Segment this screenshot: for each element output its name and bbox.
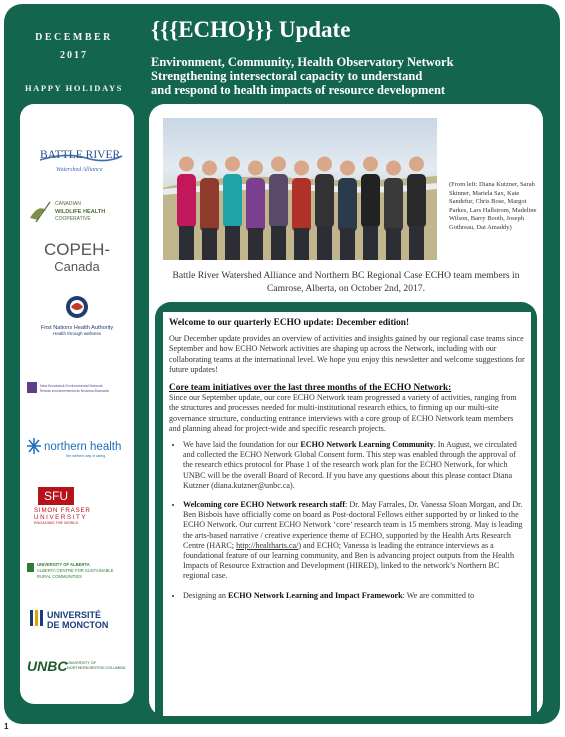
photo-caption bbox=[159, 269, 533, 295]
person-legs bbox=[202, 228, 217, 260]
northern-health-tagline: the northern way of caring bbox=[66, 454, 106, 458]
person-legs bbox=[248, 228, 263, 260]
person-figure bbox=[223, 174, 242, 228]
acsrc-line-2: RURAL COMMUNITIES bbox=[37, 574, 82, 579]
article-frame bbox=[155, 302, 537, 716]
copeh-name: COPEH- bbox=[43, 240, 111, 259]
battle-river-emblem-icon bbox=[26, 144, 128, 180]
moncton-line-1: UNIVERSITÉ bbox=[47, 610, 102, 620]
unbc-line-2: NORTHERN BRITISH COLUMBIA bbox=[67, 666, 126, 670]
sfu-name: SIMON FRASER bbox=[34, 507, 91, 514]
person-head bbox=[202, 161, 217, 176]
copeh-logo bbox=[26, 240, 128, 274]
nben-logo bbox=[26, 380, 128, 401]
core-team-paragraph: Since our September update, our core ECHO Network team progressed a variety of activities, ranging from the structures and processes needed for multi-institutional research ethics, to firming up our multi-site governance structure, conducting entrance interviews with a core group of ECHO Network team members and planning ahead for project-wide and specific research projects. bbox=[169, 393, 517, 433]
person-head bbox=[248, 161, 263, 176]
subtitle-line: Environment, Community, Health Observatory Network bbox=[151, 55, 454, 69]
moncton-logo bbox=[26, 604, 128, 637]
fnha-name: First Nations Health Authority bbox=[40, 325, 114, 331]
northern-health-name: northern health bbox=[44, 441, 122, 453]
person-figure bbox=[384, 178, 403, 232]
person-legs bbox=[294, 228, 309, 260]
ualberta-acsrc-logo bbox=[26, 559, 128, 586]
ualberta-name: UNIVERSITY OF ALBERTA bbox=[37, 562, 90, 567]
person-head bbox=[340, 161, 355, 176]
item-text: Designing an bbox=[183, 590, 228, 600]
person-figure bbox=[338, 178, 357, 232]
person-head bbox=[179, 157, 194, 172]
item-text: We have laid the foundation for our bbox=[183, 440, 301, 450]
list-item bbox=[183, 591, 525, 601]
item-text: ) and ECHO; Vanessa is leading the entrance interviews as a foundational feature of our learning community, and Ben is advancing project outputs from the Health Impacts of Resource Extraction and Development (HIRED), linked to the network’s Northern BC regional case. bbox=[183, 540, 514, 581]
person-figure bbox=[269, 174, 288, 228]
item-text: : We are committed to bbox=[402, 590, 475, 600]
subtitle-line: and respond to health impacts of resource development bbox=[151, 83, 446, 97]
item-text: : Dr. May Farrales, Dr. Vanessa Sloan Morgan, and Dr. Ben Bisbois have officially come on board as Post-doctoral Fellows either supported by or linked to the ECHO Network. Our current ECHO Network ‘core’ research team is 15 members strong. May is leading the arts-based narrative / creative experience theme of ECHO, supported by the Health Arts Research Centre (HARC; bbox=[183, 500, 523, 550]
welcome-paragraph: Our December update provides an overview of activities and insights gained by our regional case teams since September and how ECHO Network activities are shaping up across the Network, including with our collaborating teams at the international level. We hope you enjoy this newsletter and welcome suggestions for future updates! bbox=[169, 334, 525, 374]
person-head bbox=[409, 157, 424, 172]
person-legs bbox=[317, 226, 332, 260]
fnha-eagle-icon bbox=[62, 294, 92, 320]
battle-river-tagline: Watershed Alliance bbox=[56, 167, 103, 173]
fnha-logo bbox=[26, 294, 128, 336]
unbc-emblem bbox=[26, 654, 128, 676]
newsletter-subtitle bbox=[151, 55, 454, 97]
green-frame bbox=[4, 4, 560, 724]
issue-date-block bbox=[24, 32, 124, 93]
newsletter-title: {{{ECHO}}} Update bbox=[151, 17, 351, 42]
core-team-heading: Core team initiatives over the last three months of the ECHO Network: bbox=[169, 383, 452, 394]
nben-name: New Brunswick Environmental Network bbox=[40, 384, 103, 388]
holiday-greeting: HAPPY HOLIDAYS bbox=[24, 83, 124, 93]
ualberta-emblem bbox=[26, 559, 128, 581]
person-head bbox=[294, 161, 309, 176]
harc-link[interactable]: http://healtharts.ca/ bbox=[236, 540, 299, 550]
battle-river-logo bbox=[26, 144, 128, 185]
team-photo bbox=[163, 118, 437, 260]
cwhc-line-3: COOPERATIVE bbox=[55, 216, 91, 222]
sfu-logo bbox=[26, 487, 128, 525]
nben-name-fr: Réseau environnemental du Nouveau-Brunswick bbox=[40, 389, 110, 393]
nben-emblem bbox=[26, 380, 128, 396]
snowflake-icon bbox=[27, 438, 41, 454]
sfu-tagline: ENGAGING THE WORLD bbox=[34, 521, 79, 525]
person-legs bbox=[340, 228, 355, 260]
sfu-university: UNIVERSITY bbox=[34, 514, 88, 521]
nben-square-icon bbox=[27, 382, 37, 393]
person-legs bbox=[271, 226, 286, 260]
person-legs bbox=[179, 226, 194, 260]
item-text: . In August, we circulated and collected the ECHO Network Global Consent form. This step was enabled through the approval of the research ethics protocol for Phase 1 of the research work plan for the ECHO Network, for which UNBC will be the overall Board of Record. If you have any questions about this please contact Diana Kutzner (diana.kutzner@unbc.ca). bbox=[183, 440, 517, 490]
welcome-heading: Welcome to our quarterly ECHO update: December edition! bbox=[169, 318, 410, 328]
person-figure bbox=[177, 174, 196, 228]
list-item bbox=[183, 440, 525, 491]
partner-logos-sidebar bbox=[20, 104, 134, 704]
newsletter-page bbox=[4, 4, 560, 732]
article-body bbox=[163, 312, 531, 716]
unbc-logo bbox=[26, 654, 128, 681]
person-head bbox=[363, 157, 378, 172]
initiatives-list bbox=[169, 440, 525, 601]
person-legs bbox=[363, 226, 378, 260]
caption-line: Battle River Watershed Alliance and Northern BC Regional Case ECHO team members in bbox=[172, 270, 520, 281]
item-emphasis: Welcoming core ECHO Network research staff bbox=[183, 500, 346, 510]
northern-health-emblem bbox=[26, 434, 128, 460]
item-emphasis: ECHO Network Learning Community bbox=[300, 440, 434, 450]
cwhc-line-1: CANADIAN bbox=[55, 201, 81, 207]
northern-health-logo bbox=[26, 434, 128, 465]
cwhc-emblem bbox=[26, 194, 128, 228]
person-figure bbox=[200, 178, 219, 232]
page-number: 1 bbox=[4, 722, 9, 731]
list-item bbox=[183, 500, 525, 582]
team-group-photo-image bbox=[163, 118, 437, 260]
item-emphasis: ECHO Network Learning and Impact Framework bbox=[227, 590, 403, 600]
moncton-line-2: DE MONCTON bbox=[47, 620, 109, 630]
moncton-bars-icon bbox=[30, 610, 43, 626]
caption-line: Camrose, Alberta, on October 2nd, 2017. bbox=[267, 283, 425, 294]
person-figure bbox=[361, 174, 380, 228]
photo-credit: (From left: Diana Kutzner, Sarah Skinner, Mariela Sax, Kate Sandefur, Chris Bose, Margot Parkes, Lars Hallstrom, Madeline Wilson, Barry Booth, Joseph Gothreau, Dai Amaddy) bbox=[449, 181, 537, 231]
person-legs bbox=[225, 226, 240, 260]
acsrc-line-1: ALBERTA CENTRE FOR SUSTAINABLE bbox=[37, 568, 114, 573]
moncton-emblem bbox=[26, 604, 128, 632]
cwhc-line-2: WILDLIFE HEALTH bbox=[55, 209, 106, 215]
sfu-badge: SFU bbox=[38, 487, 74, 505]
person-figure bbox=[315, 174, 334, 228]
person-figure bbox=[407, 174, 426, 228]
main-content-panel bbox=[149, 104, 543, 716]
person-legs bbox=[409, 226, 424, 260]
person-head bbox=[386, 161, 401, 176]
unbc-wordmark: UNBC bbox=[27, 658, 68, 674]
person-head bbox=[271, 157, 286, 172]
cwhc-bird-icon bbox=[30, 202, 50, 222]
person-head bbox=[225, 157, 240, 172]
person-figure bbox=[292, 178, 311, 232]
unbc-line-1: UNIVERSITY OF bbox=[67, 661, 97, 665]
battle-river-name: BATTLE RIVER bbox=[40, 149, 121, 161]
person-figure bbox=[246, 178, 265, 232]
ualberta-shield-icon bbox=[27, 563, 34, 572]
person-head bbox=[317, 157, 332, 172]
issue-year: 2017 bbox=[60, 50, 88, 61]
person-legs bbox=[386, 228, 401, 260]
cwhc-logo bbox=[26, 194, 128, 233]
issue-month: DECEMBER bbox=[35, 32, 113, 43]
fnha-tagline: Health through wellness bbox=[52, 331, 102, 336]
copeh-country: Canada bbox=[54, 259, 100, 274]
subtitle-line: Strengthening intersectoral capacity to understand bbox=[151, 69, 423, 83]
